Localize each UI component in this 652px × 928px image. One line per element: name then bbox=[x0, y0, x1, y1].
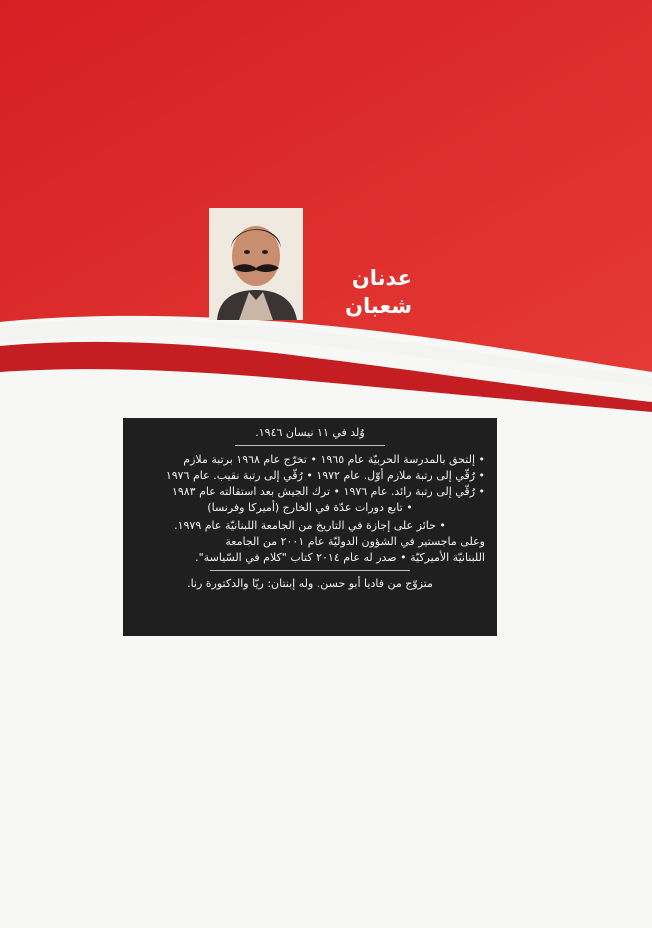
biography-panel bbox=[123, 418, 497, 636]
bio-line: • حائز على إجازة في التاريخ من الجامعة اللبنانيّة عام ١٩٧٩. bbox=[174, 519, 446, 532]
bio-line: • إلتحق بالمدرسة الحربيّة عام ١٩٦٥ • تخرّج عام ١٩٦٨ برتبة ملازم bbox=[183, 453, 485, 466]
red-swoosh-shape bbox=[0, 0, 652, 420]
author-portrait-icon bbox=[209, 208, 303, 320]
bio-divider-bottom bbox=[210, 570, 410, 571]
red-header-band bbox=[0, 0, 652, 420]
bio-divider-top bbox=[235, 445, 385, 446]
bio-birth-line: وُلد في ١١ نيسان ١٩٤٦. bbox=[255, 426, 365, 439]
author-photo bbox=[209, 208, 303, 320]
bio-line: • تابع دورات عدّة في الخارج (أميركا وفرنسا) bbox=[207, 501, 413, 514]
bio-line: اللبنانيّة الأميركيّة • صدر له عام ٢٠١٤ كتاب "كلام في السّياسة". bbox=[195, 551, 485, 564]
author-first-name: عدنان bbox=[351, 266, 412, 290]
bio-line: • رُقّي إلى رتبة ملازم أوّل. عام ١٩٧٢ • رُقّي إلى رتبة نقيب. عام ١٩٧٦ bbox=[165, 469, 485, 482]
bio-line: وعلى ماجستير في الشؤون الدوليّة عام ٢٠٠١ من الجامعة bbox=[225, 535, 485, 548]
author-last-name: شعبان bbox=[345, 294, 412, 318]
bio-family-line: متزوّج من فاديا أبو حسن. وله إبنتان: ريّا والدكتورة رنا. bbox=[187, 577, 433, 590]
bio-line: • رُقّي إلى رتبة رائد. عام ١٩٧٦ • ترك الجيش بعد استقالته عام ١٩٨٣ bbox=[171, 485, 485, 498]
